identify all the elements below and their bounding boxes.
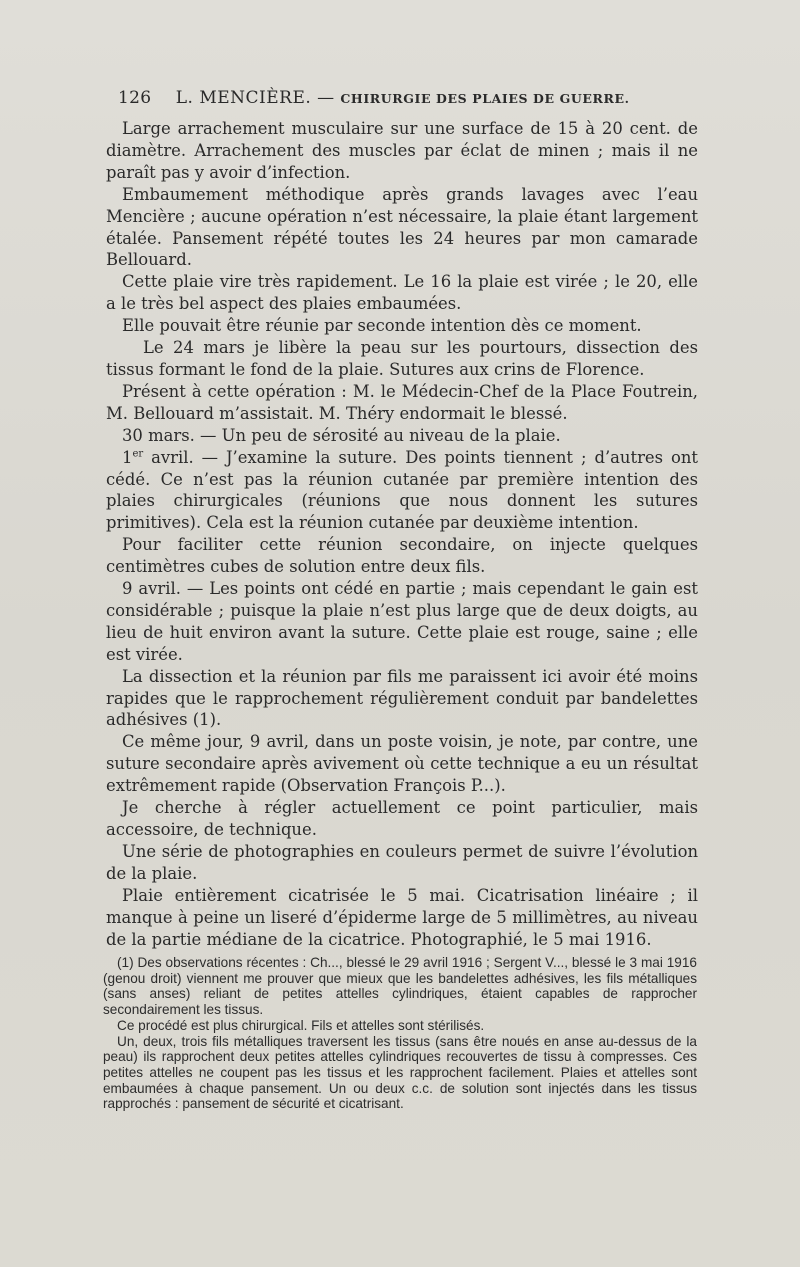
paragraph: Large arrachement musculaire sur une surface de 15 à 20 cent. de diamètre. Arrachement des muscles par éclat de minen ; mais il ne paraît pas y avoir d’infection. [106,119,698,182]
page-number: 126 [118,88,152,108]
footnote: Ce procédé est plus chirurgical. Fils et attelles sont stérilisés. [117,1017,485,1033]
paragraph: Plaie entièrement cicatrisée le 5 mai. Cicatrisation linéaire ; il manque à peine un liseré d’épiderme large de 5 millimètres, au niveau de la partie médiane de la cicatrice. Photographié, le 5 mai 1916. [106,885,698,949]
paragraph: 30 mars. — Un peu de sérosité au niveau de la plaie. [122,425,561,445]
footnote: (1) Des observations récentes : Ch..., blessé le 29 avril 1916 ; Sergent V..., blessé le 3 mai 1916 (genou droit) viennent me prouver que mieux que les bandelettes adhésives, les fils métalliques (sans anses) reliant de petites attelles cylindriques, étaient capables de rapprocher secondairement les tissus. [103,955,697,1018]
paragraph: Embaumement méthodique après grands lavages avec l’eau Mencière ; aucune opération n’est nécessaire, la plaie étant largement étalée. Pansement répété toutes les 24 heures par mon camarade Bellouard. [106,184,698,270]
running-header [118,88,698,108]
paragraph: Le 24 mars je libère la peau sur les pourtours, dissection des tissus formant le fond de la plaie. Sutures aux crins de Florence. [106,338,698,379]
date-prefix: 1 [122,447,133,467]
paragraph [106,447,698,535]
paragraph: Elle pouvait être réunie par seconde intention dès ce moment. [122,316,642,336]
footnote: Un, deux, trois fils métalliques traversent les tissus (sans être noués en anse au-dessus de la peau) ils rapprochent deux petites attelles cylindriques recouvertes de tissu à compresses. Ces petites attelles ne coupent pas les tissus et les rapprochent facilement. Plaies et attelles sont embaumées à chaque pansement. Un ou deux c.c. de solution sont injectés dans les tissus rapprochés : pansement de sécurité et cicatrisant. [103,1033,697,1112]
paragraph: Cette plaie vire très rapidement. Le 16 la plaie est virée ; le 20, elle a le très bel aspect des plaies embaumées. [106,272,698,314]
footnotes [103,955,697,1112]
paragraph: Je cherche à régler actuellement ce point particulier, mais accessoire, de technique. [106,798,698,839]
paragraph: 9 avril. — Les points ont cédé en partie ; mais cependant le gain est considérable ; puisque la plaie n’est plus large que de deux doigts, au lieu de huit environ avant la suture. Cette plaie est rouge, saine ; elle est virée. [106,579,698,664]
header-author: L. MENCIÈRE. — [175,88,335,108]
paragraph: Pour faciliter cette réunion secondaire, on injecte quelques centimètres cubes de solution entre deux fils. [106,535,698,577]
paragraph-text: J’examine la suture. Des points tiennent ; d’autres ont cédé. Ce n’est pas la réunion cutanée par première intention des plaies chirurgicales (réunions que nous donnent les sutures primitives). Cela est la réunion cutanée par deuxième intention. [106,447,698,533]
header-title: CHIRURGIE DES PLAIES DE GUERRE. [340,91,630,106]
paragraph: Une série de photographies en couleurs permet de suivre l’évolution de la plaie. [106,841,698,883]
date-suffix: avril. — [143,447,226,467]
paragraph: La dissection et la réunion par fils me paraissent ici avoir été moins rapides que le rapprochement régulièrement conduit par bandelettes adhésives (1). [106,666,698,730]
ordinal-superscript: er [132,448,144,460]
paragraph: Ce même jour, 9 avril, dans un poste voisin, je note, par contre, une suture secondaire après avivement où cette technique a eu un résultat extrêmement rapide (Observation François P...). [106,732,698,796]
paragraph: Présent à cette opération : M. le Médecin-Chef de la Place Foutrein, M. Bellouard m’assistait. M. Théry endormait le blessé. [106,381,698,423]
body-text [106,118,698,950]
